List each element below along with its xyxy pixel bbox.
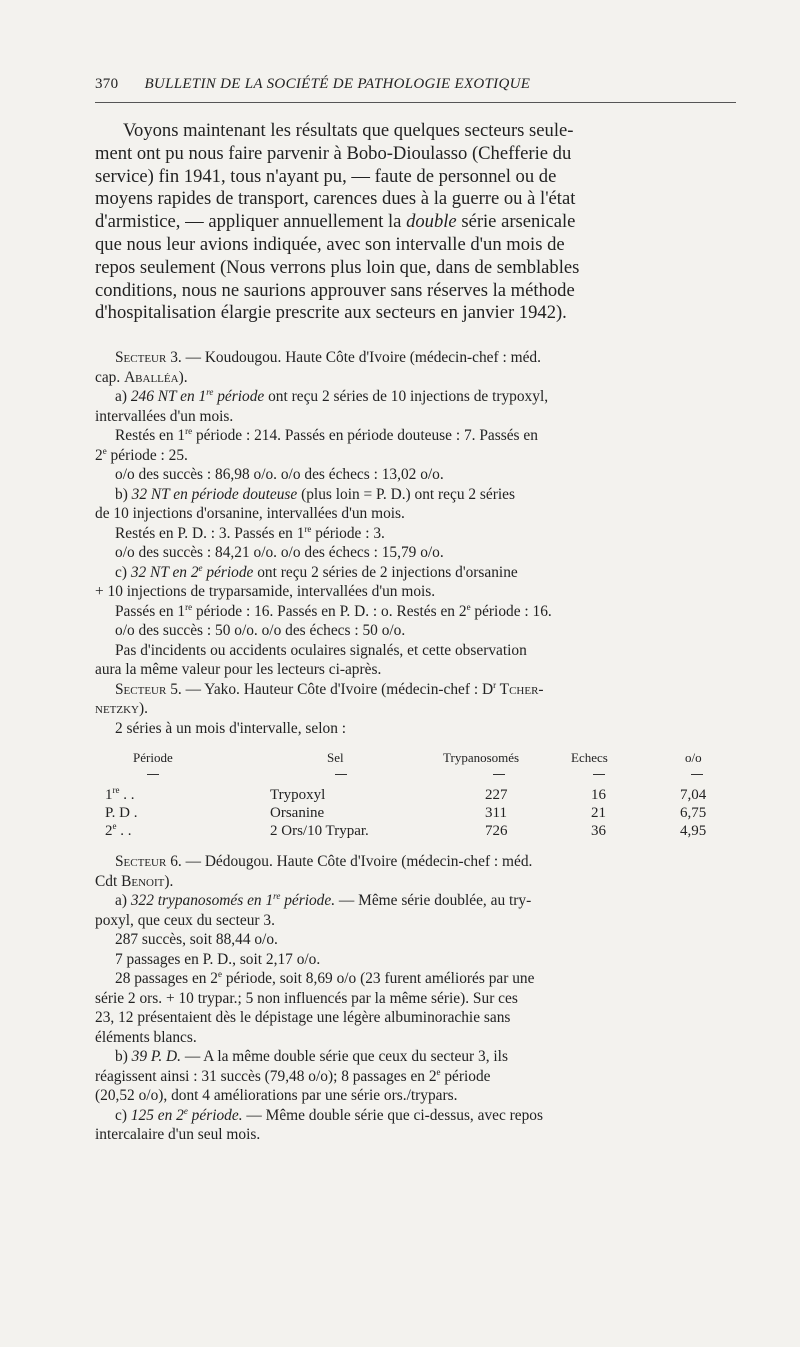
column-header: Sel <box>327 750 344 766</box>
table-cell: 21 <box>591 805 606 822</box>
sector-6-a-pd: 7 passages en P. D., soit 2,17 o/o. <box>115 950 321 968</box>
page-body <box>95 120 736 1145</box>
sector-6-a <box>95 891 736 930</box>
emphasis-text: 32 NT en 2 <box>130 563 199 581</box>
leader-dots: . <box>130 805 138 822</box>
doctor-name: Benoit <box>121 872 165 890</box>
sector-3-c-percent: o/o des succès : 50 o/o. o/o des échecs : 50 o/o. <box>115 622 406 640</box>
sector-3-a-results <box>95 426 736 465</box>
text: Passés en 1 <box>115 602 186 620</box>
intro-paragraph <box>95 120 736 325</box>
text: — Même série doublée, au try- <box>335 892 532 910</box>
text: ). <box>178 368 188 386</box>
sector-6-c <box>95 1106 736 1145</box>
intro-line: conditions, nous ne saurions approuver sans réserves la méthode <box>95 279 575 301</box>
intro-line: repos seulement (Nous verrons plus loin que, dans de semblables <box>95 256 580 278</box>
text: 2 <box>95 446 103 464</box>
column-header: Trypanosomés <box>443 750 520 766</box>
superscript: e <box>112 821 117 832</box>
table-cell: P. D <box>105 805 131 822</box>
text: (plus loin = P. D.) ont reçu 2 séries <box>297 485 515 503</box>
table-cell: 726 <box>485 823 508 840</box>
intro-line: que nous leur avions indiquée, avec son intervalle d'un mois de <box>95 233 565 255</box>
sector-6-a-second <box>95 969 736 1047</box>
text: période : 3. <box>311 524 385 542</box>
emphasis-text: période. <box>280 892 336 910</box>
superscript: e <box>466 601 471 612</box>
header-rule <box>95 102 736 103</box>
table-row <box>95 786 736 804</box>
sector-label: Secteur <box>115 853 167 871</box>
doctor-name: Tcher- <box>496 680 544 698</box>
column-dash <box>593 774 605 775</box>
sector-label: Secteur <box>115 349 167 367</box>
intro-line: d'hospitalisation élargie prescrite aux secteurs en janvier 1942). <box>95 302 567 324</box>
intro-line: série arsenicale <box>456 211 576 233</box>
emphasis-text: période <box>213 388 265 406</box>
text: c) <box>115 1106 131 1124</box>
text: ont reçu 2 séries de 2 injections d'orsanine <box>253 563 518 581</box>
sector-6-heading <box>95 852 736 891</box>
doctor-name: Aballéa <box>124 368 179 386</box>
intro-line: Voyons maintenant les résultats que quelques secteurs seule- <box>123 120 574 141</box>
text: (20,52 o/o), dont 4 améliorations par une série ors./trypars. <box>95 1087 458 1105</box>
text: période, soit 8,69 o/o (23 furent améliorés par une <box>222 970 535 988</box>
text: a) <box>115 388 131 406</box>
results-table <box>95 748 736 838</box>
table-row <box>95 822 736 840</box>
emphasis-text: 322 trypanosomés en 1 <box>130 892 274 910</box>
text: aura la même valeur pour les lecteurs ci-après. <box>95 661 382 679</box>
column-header: Période <box>133 750 173 766</box>
sector-3-a <box>95 387 736 426</box>
text: éléments blancs. <box>95 1028 197 1046</box>
text: ont reçu 2 séries de 10 injections de trypoxyl, <box>264 388 549 406</box>
text: Restés en 1 <box>115 427 186 445</box>
superscript: re <box>185 601 193 612</box>
text: — Même double série que ci-dessus, avec repos <box>242 1106 543 1124</box>
text: ). <box>139 700 148 718</box>
table-cell: 7,04 <box>680 787 707 804</box>
text: période : 214. Passés en période douteuse : 7. Passés en <box>192 427 538 445</box>
emphasis-text: double <box>406 211 457 233</box>
emphasis-text: 125 en 2 <box>130 1106 184 1124</box>
emphasis-text: période <box>202 563 254 581</box>
superscript: re <box>185 426 193 437</box>
intro-line: moyens rapides de transport, carences dues à la guerre ou à l'état <box>95 188 576 210</box>
table-cell: 36 <box>591 823 606 840</box>
sector-3-b-percent: o/o des succès : 84,21 o/o. o/o des échecs : 15,79 o/o. <box>115 544 444 562</box>
sector-6-section <box>95 852 736 1145</box>
superscript: e <box>436 1066 441 1077</box>
column-dash <box>147 774 159 775</box>
running-header <box>95 76 735 93</box>
superscript: re <box>304 523 312 534</box>
table-cell: 227 <box>485 787 508 804</box>
text: poxyl, que ceux du secteur 3. <box>95 911 275 929</box>
column-header: o/o <box>685 750 702 766</box>
table-cell: 2 <box>105 823 113 840</box>
sector-label: Secteur <box>115 680 167 698</box>
text: c) <box>115 563 131 581</box>
emphasis-text: 246 NT en 1 <box>130 388 207 406</box>
table-cell: 16 <box>591 787 606 804</box>
column-dash <box>493 774 505 775</box>
sector-5-section <box>95 680 736 839</box>
table-cell: 1 <box>105 787 113 804</box>
superscript: e <box>102 445 107 456</box>
sector-5-intro: 2 séries à un mois d'intervalle, selon : <box>115 719 347 737</box>
table-cell: 6,75 <box>680 805 707 822</box>
table-cell: 311 <box>485 805 507 822</box>
superscript: e <box>183 1105 188 1116</box>
emphasis-text: période. <box>187 1106 243 1124</box>
text: intercalaire d'un seul mois. <box>95 1126 261 1144</box>
text: intervallées d'un mois. <box>95 407 234 425</box>
intro-line: d'armistice, — appliquer annuellement la <box>95 211 407 233</box>
sector-title: 5. — Yako. Hauteur Côte d'Ivoire (médecin-chef : D <box>166 680 494 698</box>
sector-3-section <box>95 348 736 680</box>
sector-3-heading <box>95 348 736 387</box>
sector-title: 3. — Koudougou. Haute Côte d'Ivoire (médecin-chef : méd. <box>166 349 541 367</box>
sector-6-a-success: 287 succès, soit 88,44 o/o. <box>115 931 278 949</box>
sector-3-a-percent: o/o des succès : 86,98 o/o. o/o des échecs : 13,02 o/o. <box>115 466 444 484</box>
sector-3-c-results <box>95 602 736 622</box>
sector-5-heading <box>95 680 736 719</box>
superscript: re <box>206 387 214 398</box>
superscript: re <box>112 785 120 796</box>
journal-title: BULLETIN DE LA SOCIÉTÉ DE PATHOLOGIE EXOTIQUE <box>144 76 531 92</box>
text: période <box>440 1067 491 1085</box>
text: de 10 injections d'orsanine, intervallées d'un mois. <box>95 505 405 523</box>
doctor-name: netzky <box>95 700 139 718</box>
text: réagissent ainsi : 31 succès (79,48 o/o); 8 passages en 2 <box>95 1067 437 1085</box>
sector-6-b <box>95 1047 736 1106</box>
table-header-row <box>95 748 736 766</box>
text: série 2 ors. + 10 trypar.; 5 non influencés par la même série). Sur ces <box>95 989 518 1007</box>
text: ). <box>164 872 174 890</box>
superscript: e <box>198 562 203 573</box>
text: cap. <box>95 368 125 386</box>
sector-3-b <box>95 485 736 524</box>
table-row <box>95 804 736 822</box>
intro-line: service) fin 1941, tous n'ayant pu, — faute de personnel ou de <box>95 165 557 187</box>
ocular-note <box>95 641 736 680</box>
table-cell: 4,95 <box>680 823 707 840</box>
text: période : 16. Passés en P. D. : o. Restés en 2 <box>192 602 467 620</box>
text: 28 passages en 2 <box>115 970 219 988</box>
intro-line: ment ont pu nous faire parvenir à Bobo-Dioulasso (Chefferie du <box>95 142 572 164</box>
table-cell: 2 Ors/10 Trypar. <box>270 823 369 840</box>
text: + 10 injections de tryparsamide, intervallées d'un mois. <box>95 583 436 601</box>
sector-3-c <box>95 563 736 602</box>
text: Cdt <box>95 872 122 890</box>
emphasis-text: 39 P. D. <box>131 1048 181 1066</box>
text: b) <box>115 1048 132 1066</box>
page-number: 370 <box>95 76 119 92</box>
text: a) <box>115 892 131 910</box>
text: période : 25. <box>106 446 188 464</box>
table-cell: Trypoxyl <box>270 787 326 804</box>
table-cell: Orsanine <box>270 805 325 822</box>
text: Restés en P. D. : 3. Passés en 1 <box>115 524 305 542</box>
column-dash <box>691 774 703 775</box>
sector-3-b-results <box>95 524 736 544</box>
text: 23, 12 présentaient dès le dépistage une légère albuminorachie sans <box>95 1009 511 1027</box>
superscript: e <box>218 969 223 980</box>
leader-dots: . . <box>116 823 132 840</box>
leader-dots: . . <box>119 787 135 804</box>
sector-title: 6. — Dédougou. Haute Côte d'Ivoire (médecin-chef : méd. <box>166 853 533 871</box>
text: b) <box>115 485 132 503</box>
column-dash <box>335 774 347 775</box>
text: — A la même double série que ceux du secteur 3, ils <box>180 1048 508 1066</box>
text: Pas d'incidents ou accidents oculaires signalés, et cette observation <box>115 641 527 659</box>
superscript: r <box>493 679 497 690</box>
superscript: re <box>273 891 281 902</box>
text: période : 16. <box>470 602 552 620</box>
emphasis-text: 32 NT en période douteuse <box>131 485 298 503</box>
column-header: Echecs <box>571 750 608 766</box>
